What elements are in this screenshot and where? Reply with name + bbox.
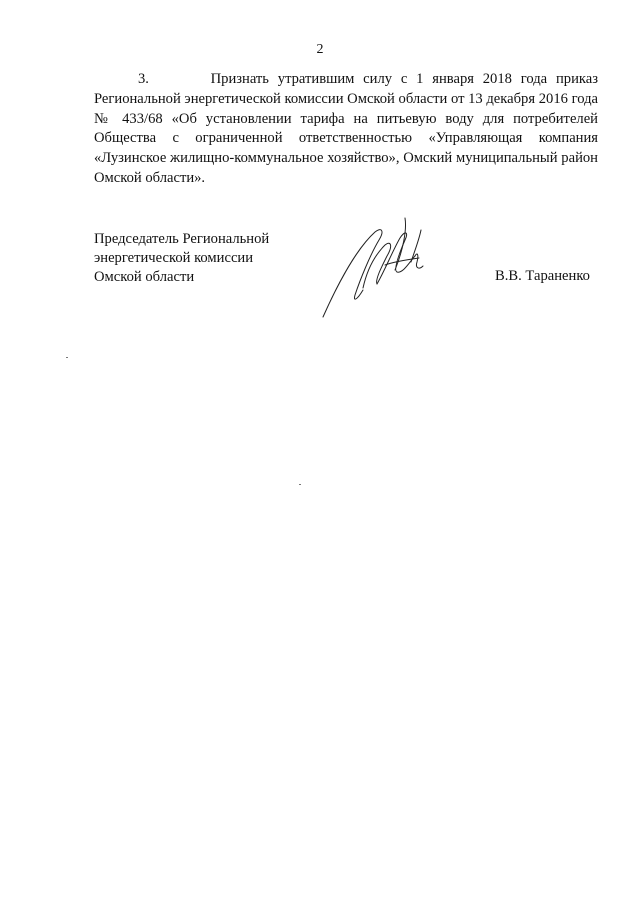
paragraph-number: 3. bbox=[138, 71, 149, 87]
handwritten-signature bbox=[315, 210, 440, 320]
signer-title-line-3: Омской области bbox=[94, 269, 195, 285]
scan-speck bbox=[299, 484, 301, 485]
signer-title-line-1: Председатель Региональной bbox=[94, 231, 270, 247]
paragraph-text: Признать утратившим силу с 1 января 2018 года приказ Региональной энергетической комиссии Омской области от 13 декабря 2016 года № 433/68 «Об установлении тарифа на питьевую воду для потребителей Общества с ограниченной ответственностью «Управляющая компания «Лузинское жилищно-коммунальное хозяйство», Омский муниципальный район Омской области». bbox=[94, 71, 598, 186]
signer-name: В.В. Тараненко bbox=[495, 268, 590, 284]
page-number: 2 bbox=[316, 42, 324, 57]
paragraph-3 bbox=[94, 70, 598, 189]
scan-speck bbox=[66, 357, 68, 358]
signer-title-line-2: энергетической комиссии bbox=[94, 250, 254, 266]
signer-title bbox=[94, 230, 269, 287]
